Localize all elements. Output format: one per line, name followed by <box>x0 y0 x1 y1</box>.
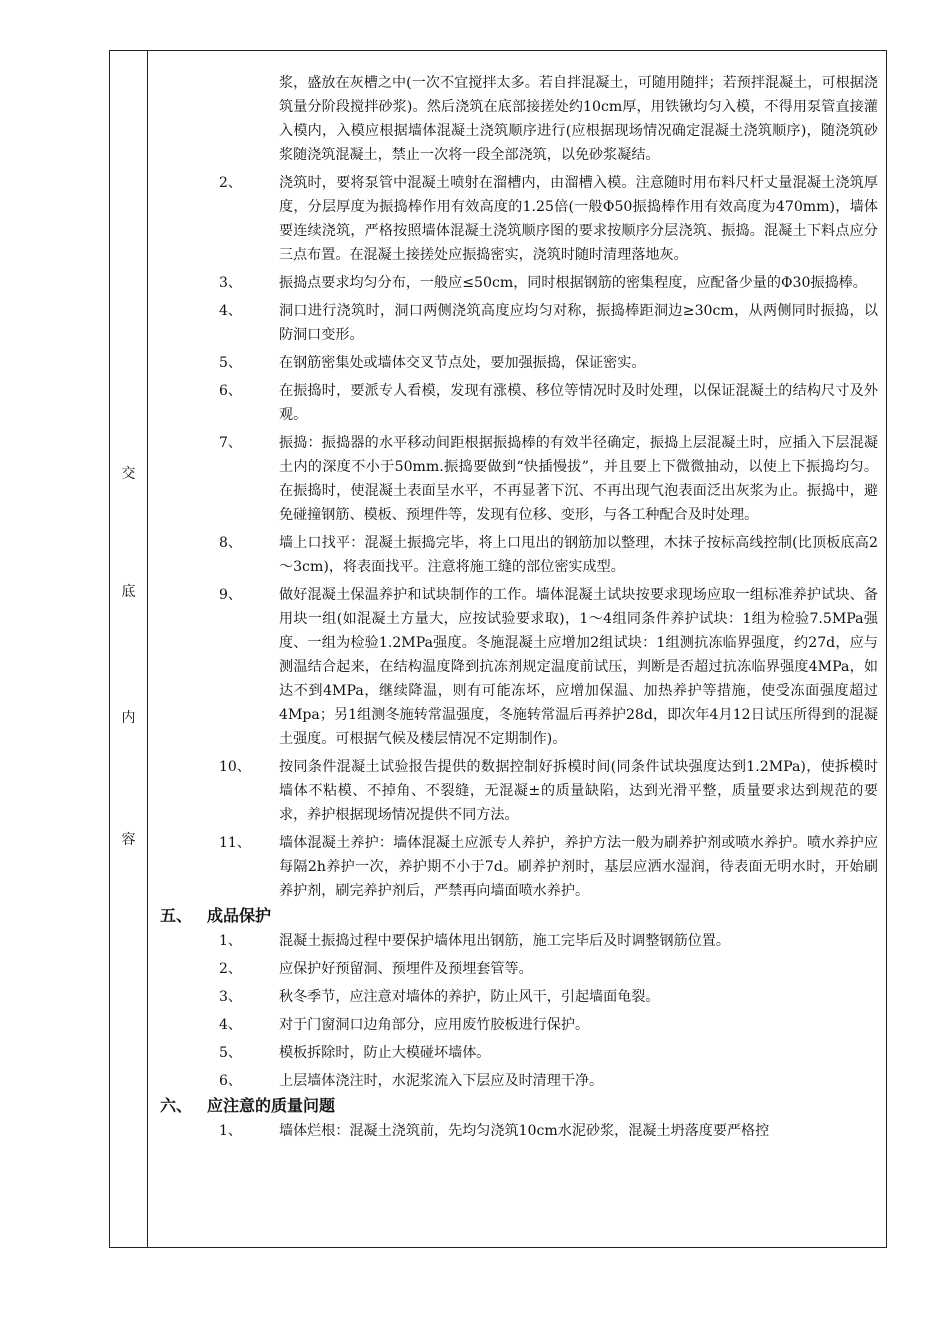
list-item <box>148 351 886 375</box>
section-heading-quality-issues <box>148 1093 886 1119</box>
item-text: 应保护好预留洞、预埋件及预埋套管等。 <box>279 961 533 977</box>
item-text: 洞口进行浇筑时，洞口两侧浇筑高度应均匀对称，振捣棒距洞边≥30cm，从两侧同时振捣，以防洞口变形。 <box>279 303 878 343</box>
item-text: 墙体混凝土养护：墙体混凝土应派专人养护，养护方法一般为刷养护剂或喷水养护。喷水养护应每隔2h养护一次，养护期不小于7d。刷养护剂时，基层应洒水湿润，待表面无明水时，开始刷养护剂，刷完养护剂后，严禁再向墙面喷水养护。 <box>279 835 878 899</box>
list-item <box>148 1069 886 1093</box>
section-number: 五、 <box>160 906 193 925</box>
item-text: 上层墙体浇注时，水泥浆流入下层应及时清理干净。 <box>279 1073 604 1089</box>
item-number: 1、 <box>219 933 242 949</box>
list-item <box>148 1013 886 1037</box>
list-item <box>148 583 886 751</box>
item-number: 1、 <box>219 1123 242 1139</box>
item-text: 对于门窗洞口边角部分，应用废竹胶板进行保护。 <box>279 1017 590 1033</box>
item-text: 秋冬季节，应注意对墙体的养护，防止风干，引起墙面龟裂。 <box>279 989 660 1005</box>
item-text: 墙体烂根：混凝土浇筑前，先均匀浇筑10cm水泥砂浆，混凝土坍落度要严格控 <box>279 1123 770 1139</box>
side-label-char-2: 底 <box>121 584 136 600</box>
list-item <box>148 957 886 981</box>
item-number: 7、 <box>219 435 242 451</box>
item-number: 2、 <box>219 175 242 191</box>
item-number: 10、 <box>219 759 251 775</box>
item-number: 5、 <box>219 1045 242 1061</box>
item-number: 2、 <box>219 961 242 977</box>
item-text: 在振捣时，要派专人看模，发现有涨模、移位等情况时及时处理，以保证混凝土的结构尺寸及外观。 <box>279 383 878 423</box>
list-item <box>148 379 886 427</box>
item-text: 在钢筋密集处或墙体交叉节点处，要加强振捣，保证密实。 <box>279 355 646 371</box>
list-item <box>148 531 886 579</box>
list-item <box>148 431 886 527</box>
item-text: 浇筑时，要将泵管中混凝土喷射在溜槽内，由溜槽入模。注意随时用布料尺杆丈量混凝土浇筑厚度，分层厚度为振捣棒作用有效高度的1.25倍(一般Φ50振捣棒作用有效高度为470mm)，墙体要连续浇筑，严格按照墙体混凝土浇筑顺序图的要求按顺序分层浇筑、振捣。混凝土下料点应分三点布置。在混凝土接搓处应振捣密实，浇筑时随时清理落地灰。 <box>279 175 878 263</box>
item-text: 振捣：振捣器的水平移动间距根据振捣棒的有效半径确定，振捣上层混凝土时，应插入下层混凝土内的深度不小于50mm.振捣要做到“快插慢拔”，并且要上下微微抽动，以使上下振捣均匀。在振捣时，使混凝土表面呈水平，不再显著下沉、不再出现气泡表面泛出灰浆为止。振捣中，避免碰撞钢筋、模板、预埋件等，发现有位移、变形，与各工种配合及时处理。 <box>279 435 878 523</box>
intro-paragraph <box>148 71 886 167</box>
item-text: 振捣点要求均匀分布，一般应≤50cm，同时根据钢筋的密集程度，应配备少量的Φ30振捣棒。 <box>279 275 867 291</box>
list-item <box>148 985 886 1009</box>
item-text: 混凝土振捣过程中要保护墙体甩出钢筋，施工完毕后及时调整钢筋位置。 <box>279 933 730 949</box>
list-item <box>148 755 886 827</box>
side-label-char-1: 交 <box>121 466 136 482</box>
content-table <box>109 50 887 1248</box>
item-number: 3、 <box>219 275 242 291</box>
list-item <box>148 929 886 953</box>
item-text: 做好混凝土保温养护和试块制作的工作。墙体混凝土试块按要求现场应取一组标准养护试块、备用块一组(如混凝土方量大，应按试验要求取)，1～4组同条件养护试块：1组为检验7.5MPa强度、一组为检验1.2MPa强度。冬施混凝土应增加2组试块：1组测抗冻临界强度，约27d，应与测温结合起来，在结构温度降到抗冻剂规定温度前试压，判断是否超过抗冻临界强度4MPa，如达不到4MPa，继续降温，则有可能冻坏，应增加保温、加热养护等措施，使受冻面强度超过4Mpa；另1组测冬施转常温强度，冬施转常温后再养护28d，即次年4月12日试压所得到的混凝土强度。可根据气候及楼层情况不定期制作)。 <box>279 587 878 747</box>
item-text: 按同条件混凝土试验报告提供的数据控制好拆模时间(同条件试块强度达到1.2MPa)，使拆模时墙体不粘模、不掉角、不裂缝，无混凝±的质量缺陷，达到光滑平整，质量要求达到规范的要求，养护根据现场情况提供不同方法。 <box>279 759 878 823</box>
section-number: 六、 <box>160 1096 193 1115</box>
section-title: 成品保护 <box>207 906 272 925</box>
section-title: 应注意的质量问题 <box>207 1096 336 1115</box>
list-item <box>148 1041 886 1065</box>
side-label-char-4: 容 <box>121 832 136 848</box>
item-text: 浆，盛放在灰槽之中(一次不宜搅拌太多。若自拌混凝土，可随用随拌；若预拌混凝土，可根据浇筑量分阶段搅拌砂浆)。然后浇筑在底部接搓处约10cm厚，用铁锹均匀入模，不得用泵管直接灌入模内，入模应根据墙体混凝土浇筑顺序进行(应根据现场情况确定混凝土浇筑顺序)，随浇筑砂浆随浇筑混凝土，禁止一次将一段全部浇筑，以免砂浆凝结。 <box>279 75 878 163</box>
product-protection-list <box>148 929 886 1093</box>
concrete-pouring-list <box>148 167 886 903</box>
item-number: 6、 <box>219 383 242 399</box>
side-label-char-3: 内 <box>121 710 136 726</box>
list-item <box>148 1119 886 1143</box>
item-number: 5、 <box>219 355 242 371</box>
item-number: 11、 <box>219 835 251 851</box>
item-number: 4、 <box>219 303 242 319</box>
content-body <box>148 71 886 1143</box>
item-number: 9、 <box>219 587 242 603</box>
list-item <box>148 171 886 267</box>
item-text: 墙上口找平：混凝土振捣完毕，将上口甩出的钢筋加以整理，木抹子按标高线控制(比顶板底高2～3cm)，将表面找平。注意将施工缝的部位密实成型。 <box>279 535 878 575</box>
item-number: 3、 <box>219 989 242 1005</box>
item-number: 4、 <box>219 1017 242 1033</box>
item-number: 6、 <box>219 1073 242 1089</box>
list-item <box>148 299 886 347</box>
item-number: 8、 <box>219 535 242 551</box>
list-item <box>148 831 886 903</box>
quality-issues-list <box>148 1119 886 1143</box>
list-item <box>148 271 886 295</box>
item-text: 模板拆除时，防止大模碰坏墙体。 <box>279 1045 491 1061</box>
section-heading-product-protection <box>148 903 886 929</box>
